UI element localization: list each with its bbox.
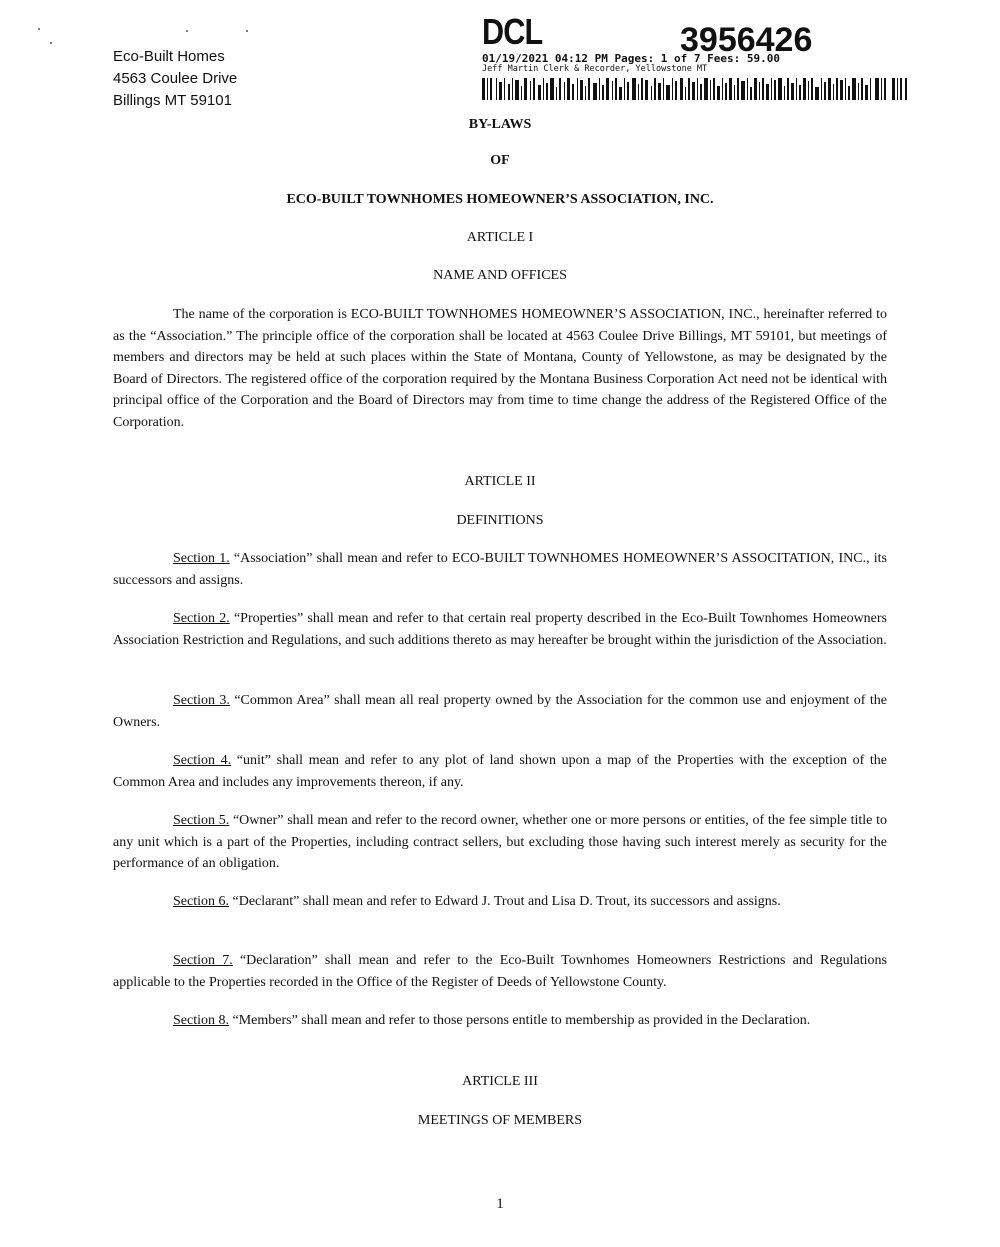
section-label: Section 1. <box>173 551 230 566</box>
definition-section <box>113 690 887 733</box>
barcode <box>482 78 907 100</box>
return-address-line: 4563 Coulee Drive <box>113 70 238 87</box>
scan-speck <box>186 30 188 32</box>
article-2-title: DEFINITIONS <box>456 513 544 528</box>
section-label: Section 2. <box>173 611 230 626</box>
section-label: Section 8. <box>173 1013 229 1028</box>
article-1-body: The name of the corporation is ECO-BUILT TOWNHOMES HOMEOWNER’S ASSOCIATION, INC., hereinafter referred to as the “Association.” The principle office of the corporation shall be located at 4563 Coulee Drive Billings, MT 59101, but meetings of members and directors may be held at such places within the State of Montana, County of Yellowstone, as may be designated by the Board of Directors. The registered office of the corporation required by the Montana Business Corporation Act need not be identical with principal office of the Corporation and the Board of Directors may from time to time change the address of the Registered Office of the Corporation. <box>113 307 887 430</box>
return-address-line: Eco-Built Homes <box>113 48 225 65</box>
section-text: “unit” shall mean and refer to any plot of land shown upon a map of the Properties with the exception of the Common Area and includes any improvements thereon, if any. <box>113 753 887 790</box>
section-text: “Declarant” shall mean and refer to Edward J. Trout and Lisa D. Trout, its successors and assigns. <box>229 894 781 909</box>
page-number: 1 <box>496 1196 504 1212</box>
section-text: “Properties” shall mean and refer to that certain real property described in the Eco-Built Townhomes Homeowners Association Restriction and Regulations, and such additions thereto as may hereafter be brought within the jurisdiction of the Association. <box>113 611 888 648</box>
section-text: “Declaration” shall mean and refer to the Eco-Built Townhomes Homeowners Restrictions and Regulations applicable to the Properties recorded in the Office of the Register of Deeds of Yellowstone County. <box>113 953 887 990</box>
organization-name: ECO-BUILT TOWNHOMES HOMEOWNER’S ASSOCIATION, INC. <box>286 192 714 207</box>
stamp-document-type: DCL <box>482 11 543 52</box>
return-address-line: Billings MT 59101 <box>113 92 232 109</box>
section-label: Section 3. <box>173 693 230 708</box>
stamp-recording-info: 01/19/2021 04:12 PM Pages: 1 of 7 Fees: 59.00 <box>482 52 781 65</box>
article-1-title: NAME AND OFFICES <box>433 268 567 283</box>
article-2-label: ARTICLE II <box>464 474 536 489</box>
scan-speck <box>50 42 52 44</box>
definition-section <box>113 1010 887 1032</box>
section-text: “Common Area” shall mean all real property owned by the Association for the common use and enjoyment of the Owners. <box>113 693 887 730</box>
definition-section <box>113 548 887 591</box>
section-text: “Association” shall mean and refer to ECO-BUILT TOWNHOMES HOMEOWNER’S ASSOCITATION, INC., its successors and assigns. <box>113 551 887 588</box>
definition-section <box>113 810 887 875</box>
section-text: “Members” shall mean and refer to those persons entitle to membership as provided in the Declaration. <box>229 1013 811 1028</box>
article-1-label: ARTICLE I <box>466 230 534 245</box>
scan-speck <box>38 28 40 30</box>
stamp-recorder: Jeff Martin Clerk & Recorder, Yellowstone MT <box>482 64 708 74</box>
article-3-label: ARTICLE III <box>462 1074 538 1089</box>
stamp-document-number: 3956426 <box>680 21 813 59</box>
definition-section <box>113 750 887 793</box>
section-text: “Owner” shall mean and refer to the record owner, whether one or more persons or entities, of the fee simple title to any unit which is a part of the Properties, including contract sellers, but excluding those having such interest merely as security for the performance of an obligation. <box>113 813 887 871</box>
recording-stamp <box>480 11 910 110</box>
section-label: Section 4. <box>173 753 232 768</box>
return-address <box>113 46 237 112</box>
definition-section <box>113 891 887 913</box>
section-label: Section 6. <box>173 894 229 909</box>
document-title: BY-LAWS <box>468 117 532 132</box>
definition-section <box>113 608 887 651</box>
article-3-title: MEETINGS OF MEMBERS <box>417 1113 583 1128</box>
definition-section <box>113 950 887 993</box>
document-title-of: OF <box>490 153 510 168</box>
scan-speck <box>246 30 248 32</box>
section-label: Section 7. <box>173 953 233 968</box>
section-label: Section 5. <box>173 813 230 828</box>
